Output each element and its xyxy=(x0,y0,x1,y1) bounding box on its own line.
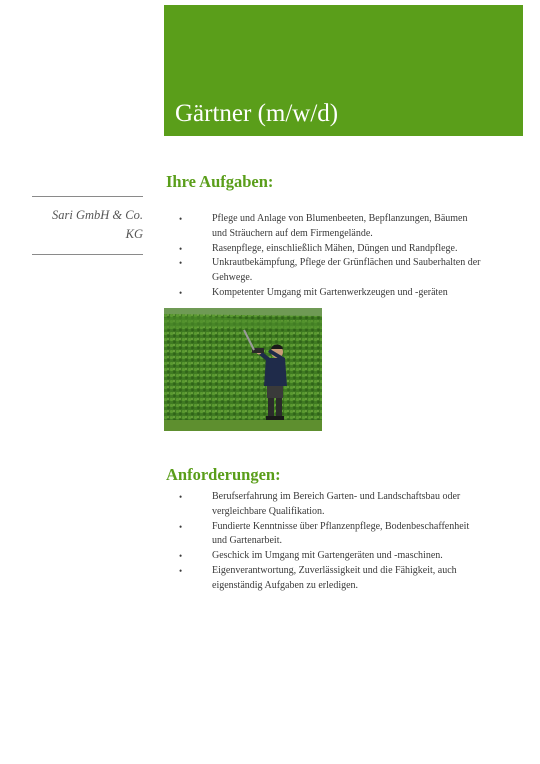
bullet-icon: • xyxy=(179,521,183,532)
requirements-list xyxy=(176,490,516,594)
list-item-line-1: Unkrautbekämpfung, Pflege der Grünflächen und Sauberhalten der xyxy=(212,257,481,269)
company-name-line-2: KG xyxy=(125,227,143,241)
company-name xyxy=(32,206,143,244)
tasks-heading: Ihre Aufgaben: xyxy=(166,172,274,191)
list-item xyxy=(176,256,516,286)
bullet-icon: • xyxy=(179,258,183,269)
page-title: Gärtner (m/w/d) xyxy=(175,100,339,127)
list-item-line-2: Gehwege. xyxy=(212,272,253,284)
gardener-photo xyxy=(164,308,322,431)
list-item-line-2: und Sträuchern auf dem Firmengelände. xyxy=(212,227,373,239)
list-item xyxy=(176,490,516,520)
list-item xyxy=(176,286,516,301)
bullet-icon: • xyxy=(179,551,183,562)
list-item-line-1: Geschick im Umgang mit Gartengeräten und -maschinen. xyxy=(212,550,443,562)
bullet-icon: • xyxy=(179,565,183,576)
sidebar-divider-bottom xyxy=(32,254,143,255)
list-item-line-2: vergleichbare Qualifikation. xyxy=(212,505,325,517)
sidebar-divider-top xyxy=(32,196,143,197)
bullet-icon: • xyxy=(179,214,183,224)
requirements-heading: Anforderungen: xyxy=(166,465,281,484)
list-item-line-1: Kompetenter Umgang mit Gartenwerkzeugen und -geräten xyxy=(212,286,448,298)
list-item-line-1: Pflege und Anlage von Blumenbeeten, Bepflanzungen, Bäumen xyxy=(212,213,468,224)
list-item-line-1: Eigenverantwortung, Zuverlässigkeit und die Fähigkeit, auch xyxy=(212,564,457,576)
list-item xyxy=(176,212,516,242)
company-name-line-1: Sari GmbH & Co. xyxy=(52,208,143,222)
bullet-icon: • xyxy=(179,492,183,502)
list-item-line-1: Rasenpflege, einschließlich Mähen, Düngen und Randpflege. xyxy=(212,242,458,254)
list-item-line-1: Berufserfahrung im Bereich Garten- und Landschaftsbau oder xyxy=(212,491,461,502)
bullet-icon: • xyxy=(179,287,183,298)
list-item-line-2: eigenständig Aufgaben zu erledigen. xyxy=(212,579,359,591)
list-item-line-1: Fundierte Kenntnisse über Pflanzenpflege, Bodenbeschaffenheit xyxy=(212,520,470,532)
bullet-icon: • xyxy=(179,243,183,254)
tasks-list xyxy=(176,212,516,301)
list-item xyxy=(176,242,516,257)
list-item-line-2: und Gartenarbeit. xyxy=(212,535,282,547)
list-item xyxy=(176,549,516,564)
header-banner xyxy=(164,5,523,136)
list-item xyxy=(176,564,516,594)
list-item xyxy=(176,520,516,550)
